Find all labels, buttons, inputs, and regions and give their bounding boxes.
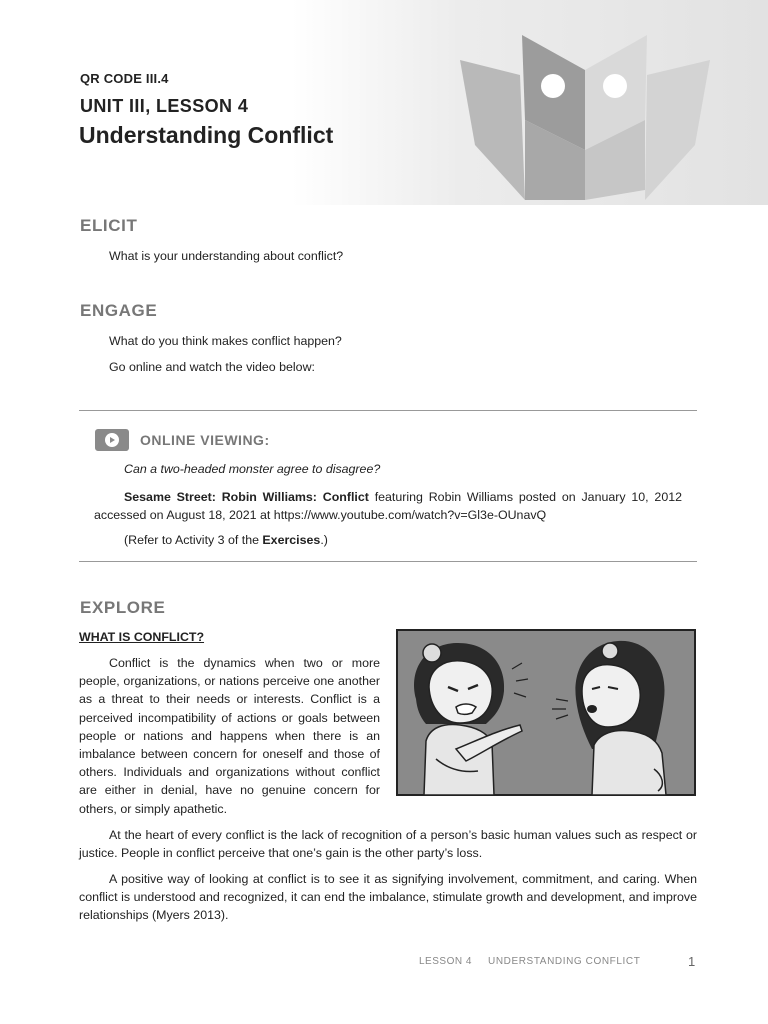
abstract-logo-graphic (455, 30, 715, 202)
footer-title: UNDERSTANDING CONFLICT (488, 956, 641, 967)
refer-exercises: Exercises (262, 533, 321, 547)
elicit-question: What is your understanding about conflict? (109, 249, 344, 263)
refer-prefix: (Refer to Activity 3 of the (124, 533, 263, 547)
video-source-details: featuring Robin Williams posted on January 10, 2012 accessed on August 18, 2021 at https://www.youtube.com/watch?v=Gl3e-OUnavQ (94, 490, 682, 522)
video-title: Sesame Street: Robin Williams: Conflict (124, 490, 369, 504)
elicit-heading: ELICIT (80, 216, 138, 235)
activity-reference (124, 533, 328, 547)
arguing-girls-illustration (396, 629, 696, 796)
online-viewing-prompt: Can a two-headed monster agree to disagree? (124, 462, 381, 476)
qr-code-label: QR CODE III.4 (80, 71, 169, 86)
refer-suffix: .) (320, 533, 328, 547)
online-viewing-bottom-rule (79, 561, 697, 562)
online-viewing-top-rule (79, 410, 697, 411)
play-video-icon (95, 429, 129, 451)
engage-instruction: Go online and watch the video below: (109, 360, 315, 374)
positive-view-paragraph: A positive way of looking at conflict is to see it as signifying involvement, commitment, and caring. When conflict is understood and recognized, it can end the imbalance, stimulate growth and development, and improve relationships (Myers 2013). (79, 872, 697, 922)
page-title: Understanding Conflict (79, 122, 334, 148)
online-viewing-heading: ONLINE VIEWING: (140, 432, 270, 448)
page-number: 1 (688, 954, 696, 969)
what-is-conflict-subheading: WHAT IS CONFLICT? (79, 630, 205, 644)
human-values-paragraph: At the heart of every conflict is the lack of recognition of a person’s basic human values such as respect or justice. People in conflict perceive that one’s gain is the other party’s loss. (79, 828, 697, 860)
engage-heading: ENGAGE (80, 301, 158, 320)
video-source-citation (94, 488, 682, 524)
footer-lesson-label: LESSON 4 (419, 956, 472, 967)
unit-lesson-label: UNIT III, LESSON 4 (80, 96, 249, 116)
conflict-definition-paragraph: Conflict is the dynamics when two or more people, organizations, or nations perceive one another as a threat to their needs or interests. Conflict is a perceived incompatibility of actions or goals between people or nations and happens when there is an imbalance between concern for oneself and those of others. Individuals and organizations without conflict are either in denial, have no genuine concern for others, or simply apathetic. (79, 656, 380, 816)
explore-heading: EXPLORE (80, 598, 166, 617)
engage-question: What do you think makes conflict happen? (109, 334, 342, 348)
